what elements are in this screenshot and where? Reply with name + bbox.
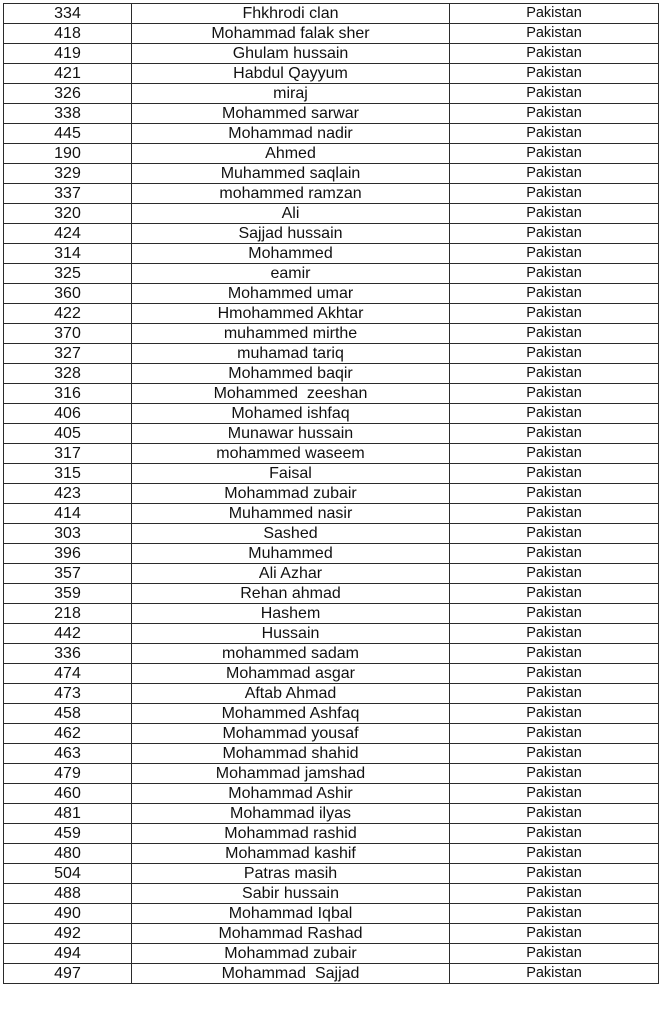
name-cell: Habdul Qayyum <box>132 64 450 84</box>
id-cell: 406 <box>4 404 132 424</box>
id-cell: 497 <box>4 964 132 984</box>
name-cell: muhammed mirthe <box>132 324 450 344</box>
table-row <box>4 284 659 304</box>
id-cell: 357 <box>4 564 132 584</box>
name-cell: Sabir hussain <box>132 884 450 904</box>
country-cell: Pakistan <box>450 604 659 624</box>
country-cell: Pakistan <box>450 4 659 24</box>
name-cell: mohammed waseem <box>132 444 450 464</box>
table-row <box>4 584 659 604</box>
id-cell: 492 <box>4 924 132 944</box>
name-cell: Munawar hussain <box>132 424 450 444</box>
table-row <box>4 484 659 504</box>
id-cell: 414 <box>4 504 132 524</box>
country-cell: Pakistan <box>450 504 659 524</box>
country-cell: Pakistan <box>450 324 659 344</box>
id-cell: 329 <box>4 164 132 184</box>
country-cell: Pakistan <box>450 824 659 844</box>
country-cell: Pakistan <box>450 944 659 964</box>
id-cell: 419 <box>4 44 132 64</box>
name-cell: Mohammad shahid <box>132 744 450 764</box>
id-cell: 481 <box>4 804 132 824</box>
country-cell: Pakistan <box>450 704 659 724</box>
country-cell: Pakistan <box>450 864 659 884</box>
table-row <box>4 164 659 184</box>
id-cell: 396 <box>4 544 132 564</box>
name-cell: Mohamed ishfaq <box>132 404 450 424</box>
country-cell: Pakistan <box>450 424 659 444</box>
table-row <box>4 684 659 704</box>
country-cell: Pakistan <box>450 724 659 744</box>
country-cell: Pakistan <box>450 104 659 124</box>
country-cell: Pakistan <box>450 744 659 764</box>
id-cell: 424 <box>4 224 132 244</box>
country-cell: Pakistan <box>450 804 659 824</box>
name-cell: Mohammed baqir <box>132 364 450 384</box>
name-cell: Ahmed <box>132 144 450 164</box>
country-cell: Pakistan <box>450 364 659 384</box>
country-cell: Pakistan <box>450 64 659 84</box>
country-cell: Pakistan <box>450 224 659 244</box>
id-cell: 460 <box>4 784 132 804</box>
country-cell: Pakistan <box>450 164 659 184</box>
country-cell: Pakistan <box>450 904 659 924</box>
id-cell: 316 <box>4 384 132 404</box>
name-cell: Mohammad Ashir <box>132 784 450 804</box>
id-cell: 326 <box>4 84 132 104</box>
name-cell: Ali <box>132 204 450 224</box>
table-body <box>4 4 659 984</box>
country-cell: Pakistan <box>450 24 659 44</box>
name-cell: Mohammad kashif <box>132 844 450 864</box>
table-row <box>4 124 659 144</box>
country-cell: Pakistan <box>450 184 659 204</box>
table-row <box>4 844 659 864</box>
name-cell: Mohammad jamshad <box>132 764 450 784</box>
id-cell: 320 <box>4 204 132 224</box>
id-cell: 488 <box>4 884 132 904</box>
table-row <box>4 204 659 224</box>
table-row <box>4 244 659 264</box>
table-row <box>4 884 659 904</box>
table-row <box>4 44 659 64</box>
table-row <box>4 344 659 364</box>
id-cell: 190 <box>4 144 132 164</box>
table-row <box>4 764 659 784</box>
country-cell: Pakistan <box>450 544 659 564</box>
id-cell: 405 <box>4 424 132 444</box>
table-row <box>4 544 659 564</box>
country-cell: Pakistan <box>450 564 659 584</box>
name-cell: Rehan ahmad <box>132 584 450 604</box>
table-row <box>4 804 659 824</box>
table-row <box>4 624 659 644</box>
id-cell: 218 <box>4 604 132 624</box>
name-cell: Mohammad ilyas <box>132 804 450 824</box>
name-cell: Mohammad Iqbal <box>132 904 450 924</box>
table-row <box>4 384 659 404</box>
table-row <box>4 904 659 924</box>
country-cell: Pakistan <box>450 924 659 944</box>
id-cell: 423 <box>4 484 132 504</box>
name-cell: Patras masih <box>132 864 450 884</box>
country-cell: Pakistan <box>450 304 659 324</box>
country-cell: Pakistan <box>450 404 659 424</box>
table-row <box>4 364 659 384</box>
name-cell: Muhammed saqlain <box>132 164 450 184</box>
country-cell: Pakistan <box>450 284 659 304</box>
id-cell: 336 <box>4 644 132 664</box>
table-row <box>4 664 659 684</box>
table-row <box>4 464 659 484</box>
table-row <box>4 84 659 104</box>
country-cell: Pakistan <box>450 44 659 64</box>
country-cell: Pakistan <box>450 124 659 144</box>
country-cell: Pakistan <box>450 484 659 504</box>
id-cell: 479 <box>4 764 132 784</box>
country-cell: Pakistan <box>450 144 659 164</box>
country-cell: Pakistan <box>450 964 659 984</box>
id-cell: 462 <box>4 724 132 744</box>
name-cell: Mohammad rashid <box>132 824 450 844</box>
name-cell: Sajjad hussain <box>132 224 450 244</box>
id-cell: 490 <box>4 904 132 924</box>
country-cell: Pakistan <box>450 764 659 784</box>
id-cell: 360 <box>4 284 132 304</box>
id-cell: 494 <box>4 944 132 964</box>
country-cell: Pakistan <box>450 204 659 224</box>
table-row <box>4 704 659 724</box>
id-cell: 442 <box>4 624 132 644</box>
country-cell: Pakistan <box>450 784 659 804</box>
table-row <box>4 864 659 884</box>
country-cell: Pakistan <box>450 264 659 284</box>
name-cell: Hussain <box>132 624 450 644</box>
table-row <box>4 824 659 844</box>
name-cell: Mohammed sarwar <box>132 104 450 124</box>
table-row <box>4 324 659 344</box>
id-cell: 370 <box>4 324 132 344</box>
name-cell: Mohammad Sajjad <box>132 964 450 984</box>
table-row <box>4 24 659 44</box>
name-cell: Hashem <box>132 604 450 624</box>
table-row <box>4 924 659 944</box>
table-row <box>4 304 659 324</box>
country-cell: Pakistan <box>450 624 659 644</box>
id-cell: 474 <box>4 664 132 684</box>
table-row <box>4 404 659 424</box>
name-cell: muhamad tariq <box>132 344 450 364</box>
table-row <box>4 104 659 124</box>
table-row <box>4 604 659 624</box>
name-cell: mohammed sadam <box>132 644 450 664</box>
name-cell: mohammed ramzan <box>132 184 450 204</box>
id-cell: 504 <box>4 864 132 884</box>
name-cell: Ali Azhar <box>132 564 450 584</box>
id-cell: 317 <box>4 444 132 464</box>
table-row <box>4 724 659 744</box>
id-cell: 338 <box>4 104 132 124</box>
table-row <box>4 444 659 464</box>
country-cell: Pakistan <box>450 84 659 104</box>
name-cell: Mohammad zubair <box>132 484 450 504</box>
table-row <box>4 944 659 964</box>
name-cell: Muhammed <box>132 544 450 564</box>
name-cell: Hmohammed Akhtar <box>132 304 450 324</box>
name-cell: Mohammad falak sher <box>132 24 450 44</box>
table-row <box>4 64 659 84</box>
name-cell: Mohammad nadir <box>132 124 450 144</box>
table-row <box>4 964 659 984</box>
country-cell: Pakistan <box>450 884 659 904</box>
id-cell: 327 <box>4 344 132 364</box>
id-cell: 328 <box>4 364 132 384</box>
name-cell: Ghulam hussain <box>132 44 450 64</box>
name-cell: Fhkhrodi clan <box>132 4 450 24</box>
name-cell: Aftab Ahmad <box>132 684 450 704</box>
table-row <box>4 264 659 284</box>
name-cell: Mohammed Ashfaq <box>132 704 450 724</box>
country-cell: Pakistan <box>450 584 659 604</box>
table-row <box>4 4 659 24</box>
table-row <box>4 784 659 804</box>
country-cell: Pakistan <box>450 344 659 364</box>
name-cell: Mohammed zeeshan <box>132 384 450 404</box>
id-cell: 314 <box>4 244 132 264</box>
table-row <box>4 524 659 544</box>
id-cell: 421 <box>4 64 132 84</box>
name-cell: Sashed <box>132 524 450 544</box>
id-cell: 418 <box>4 24 132 44</box>
id-cell: 325 <box>4 264 132 284</box>
id-cell: 359 <box>4 584 132 604</box>
id-cell: 315 <box>4 464 132 484</box>
table-row <box>4 144 659 164</box>
name-cell: Muhammed nasir <box>132 504 450 524</box>
name-cell: miraj <box>132 84 450 104</box>
id-cell: 337 <box>4 184 132 204</box>
id-cell: 458 <box>4 704 132 724</box>
id-cell: 303 <box>4 524 132 544</box>
country-cell: Pakistan <box>450 244 659 264</box>
document-sheet <box>3 3 658 1022</box>
id-cell: 459 <box>4 824 132 844</box>
table-row <box>4 564 659 584</box>
table-row <box>4 744 659 764</box>
country-cell: Pakistan <box>450 664 659 684</box>
name-cell: Mohammad zubair <box>132 944 450 964</box>
name-cell: Mohammad yousaf <box>132 724 450 744</box>
id-cell: 473 <box>4 684 132 704</box>
country-cell: Pakistan <box>450 644 659 664</box>
name-cell: eamir <box>132 264 450 284</box>
name-cell: Mohammed umar <box>132 284 450 304</box>
id-cell: 422 <box>4 304 132 324</box>
id-cell: 480 <box>4 844 132 864</box>
id-cell: 445 <box>4 124 132 144</box>
table-row <box>4 504 659 524</box>
table-row <box>4 184 659 204</box>
name-cell: Mohammad Rashad <box>132 924 450 944</box>
name-cell: Mohammed <box>132 244 450 264</box>
country-cell: Pakistan <box>450 444 659 464</box>
table-row <box>4 224 659 244</box>
table-row <box>4 644 659 664</box>
table-row <box>4 424 659 444</box>
country-cell: Pakistan <box>450 464 659 484</box>
country-cell: Pakistan <box>450 844 659 864</box>
id-cell: 463 <box>4 744 132 764</box>
country-cell: Pakistan <box>450 384 659 404</box>
country-cell: Pakistan <box>450 524 659 544</box>
id-cell: 334 <box>4 4 132 24</box>
name-cell: Mohammad asgar <box>132 664 450 684</box>
people-table <box>3 3 659 984</box>
country-cell: Pakistan <box>450 684 659 704</box>
name-cell: Faisal <box>132 464 450 484</box>
